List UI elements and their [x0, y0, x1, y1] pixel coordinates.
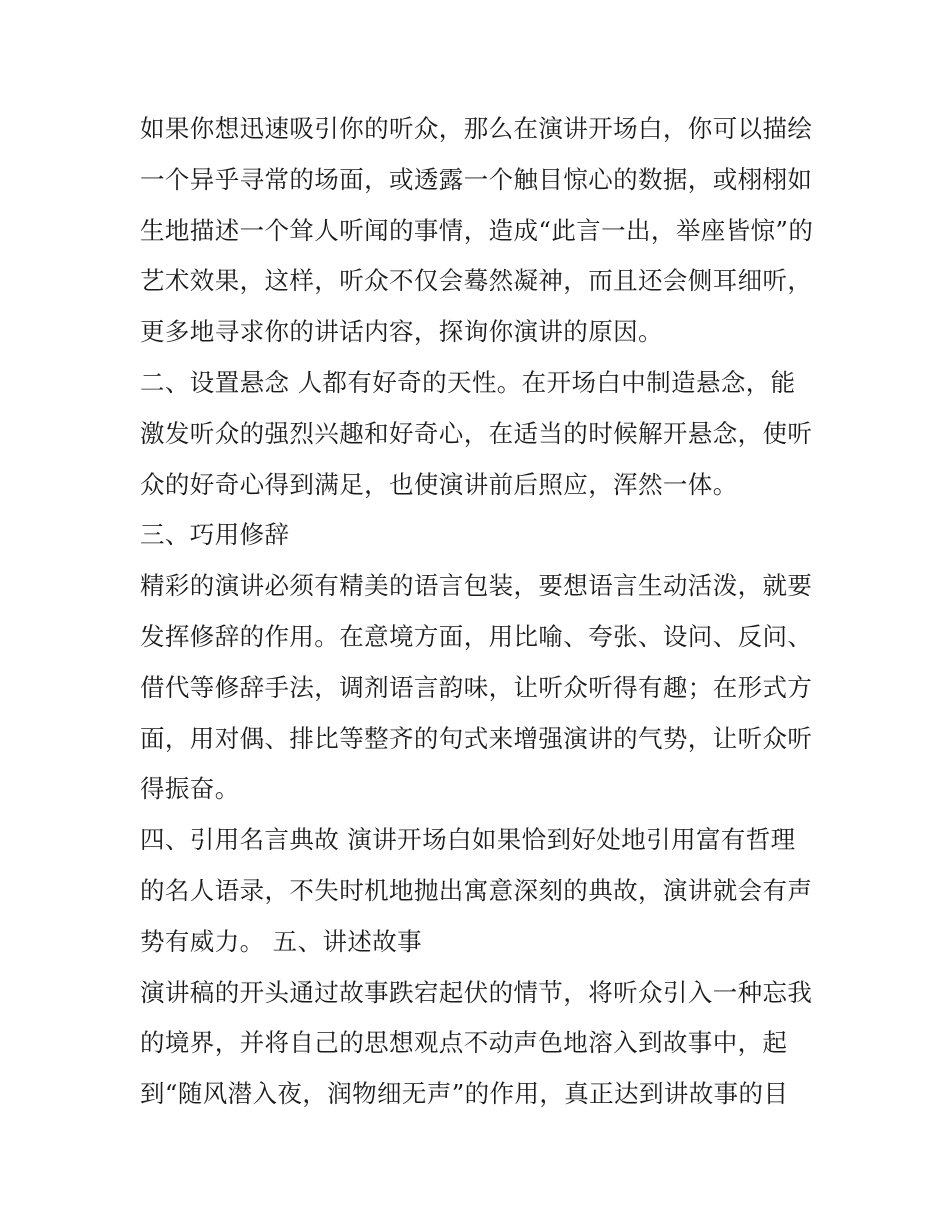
text-line: 艺术效果，这样，听众不仅会蓦然凝神，而且还会侧耳细听，: [140, 266, 813, 296]
text-line: 面，用对偶、排比等整齐的句式来增强演讲的气势，让听众听: [140, 723, 813, 753]
section-heading: 三、巧用修辞: [140, 520, 290, 550]
text-line: 发挥修辞的作用。在意境方面，用比喻、夸张、设问、反问、: [140, 621, 813, 651]
text-line: 得振奋。: [140, 774, 240, 804]
document-body: [140, 104, 820, 1120]
text-line: 借代等修辞手法，调剂语言韵味，让听众听得有趣；在形式方: [140, 672, 813, 702]
text-line: 的名人语录，不失时机地抛出寓意深刻的典故，演讲就会有声: [140, 875, 813, 905]
text-line: 激发听众的强烈兴趣和好奇心，在适当的时候解开悬念，使听: [140, 418, 813, 448]
text-line: 生地描述一个耸人听闻的事情，造成“此言一出，举座皆惊”的: [140, 215, 814, 245]
text-line: 演讲稿的开头通过故事跌宕起伏的情节，将听众引入一种忘我: [140, 977, 813, 1007]
text-line: 精彩的演讲必须有精美的语言包装，要想语言生动活泼，就要: [140, 571, 813, 601]
text-line: 的境界，并将自己的思想观点不动声色地溶入到故事中，起: [140, 1028, 788, 1058]
text-line: 更多地寻求你的讲话内容，探询你演讲的原因。: [140, 317, 663, 347]
section-heading-line: 四、引用名言典故 演讲开场白如果恰到好处地引用富有哲理: [140, 825, 796, 855]
text-line: 到“随风潜入夜，润物细无声”的作用，真正达到讲故事的目: [140, 1079, 789, 1109]
text-line: 一个异乎寻常的场面，或透露一个触目惊心的数据，或栩栩如: [140, 164, 813, 194]
text-line: 势有威力。 五、讲述故事: [140, 926, 423, 956]
text-line: 如果你想迅速吸引你的听众，那么在演讲开场白，你可以描绘: [140, 114, 813, 143]
section-heading-line: 二、设置悬念 人都有好奇的天性。在开场白中制造悬念，能: [140, 367, 796, 397]
text-line: 众的好奇心得到满足，也使演讲前后照应，浑然一体。: [140, 469, 738, 499]
